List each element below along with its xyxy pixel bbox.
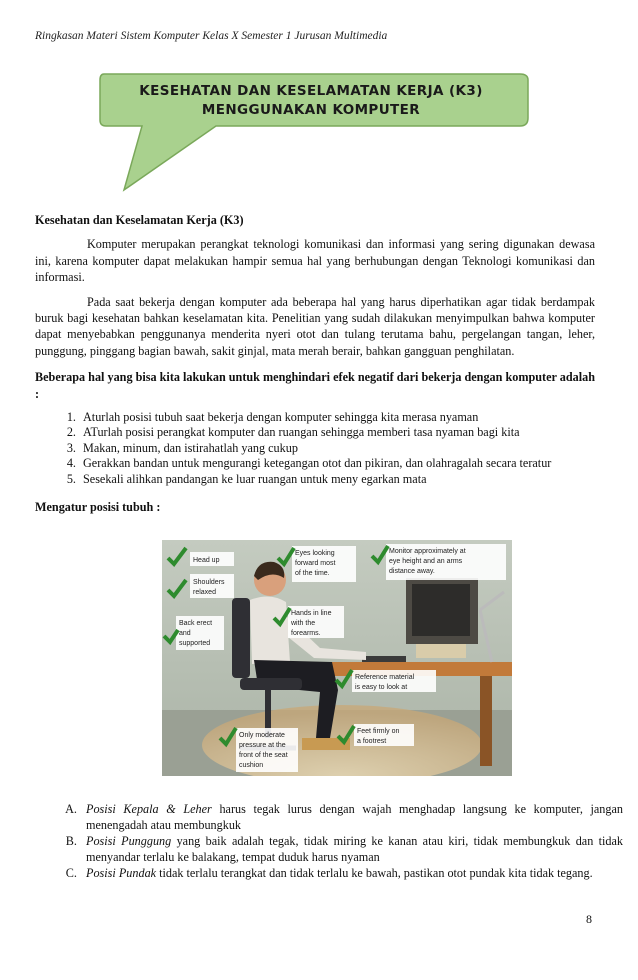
monitor-screen <box>412 584 470 636</box>
list-item <box>80 802 623 833</box>
label-line: Hands in line <box>291 610 332 617</box>
running-header: Ringkasan Materi Sistem Komputer Kelas X Semester 1 Jurusan Multimedia <box>35 30 388 42</box>
callout-line-1: KESEHATAN DAN KESELAMATAN KERJA (K3) <box>139 83 483 99</box>
label-line: forearms. <box>291 630 321 637</box>
label-monitor <box>372 544 506 580</box>
label-line: eye height and an arms <box>389 558 463 565</box>
label-line: pressure at the <box>239 742 286 749</box>
title-callout <box>96 68 536 198</box>
list-item: 2. ATurlah posisi perangkat komputer dan ruangan sehingga memberi tasa nyaman bagi kita <box>79 425 595 440</box>
chair-seat <box>240 678 302 690</box>
label-line: Feet firmly on <box>357 728 400 735</box>
position-term: Posisi Kepala & Leher <box>86 802 212 816</box>
list-item: 3. Makan, minum, dan istirahatlah yang cukup <box>79 441 595 456</box>
main-content <box>35 212 595 524</box>
list-item: 5. Sesekali alihkan pandangan ke luar ruangan untuk meny egarkan mata <box>79 472 595 487</box>
position-term: Posisi Pundak <box>86 866 157 881</box>
posture-illustration <box>162 540 512 776</box>
position-desc: yang baik adalah tegak, tidak miring ke kanan atau kiri, tidak membungkuk dan tidak menyandar terlalu ke balakang, tempat duduk harus nyaman <box>86 834 624 864</box>
label-line: Eyes looking <box>295 550 335 557</box>
tips-list <box>35 410 595 487</box>
label-line: Shoulders <box>193 579 225 586</box>
monitor-stand <box>416 644 466 658</box>
desk-leg <box>480 676 492 766</box>
callout-line-2: MENGGUNAKAN KOMPUTER <box>201 102 421 118</box>
label-line: Back erect <box>179 620 213 627</box>
list-item <box>80 866 623 882</box>
label-line: a footrest <box>357 738 387 745</box>
list-item <box>80 834 623 865</box>
keyboard <box>362 656 406 662</box>
label-line: of the time. <box>295 570 330 577</box>
callout-title <box>96 82 526 120</box>
label-line: front of the seat <box>239 752 288 759</box>
head-up-text: Head up <box>193 557 220 564</box>
label-line: with the <box>291 620 316 627</box>
label-line: cushion <box>239 762 264 769</box>
label-line: forward most <box>295 560 336 567</box>
ergonomic-posture-figure <box>162 540 512 776</box>
list-item: 1. Aturlah posisi tubuh saat bekerja dengan komputer sehingga kita merasa nyaman <box>79 410 595 425</box>
position-desc: tidak terlalu terangkat dan tidak terlalu ke bawah, pastikan otot pundak kita tidak tegang. <box>156 866 593 881</box>
tips-question: Beberapa hal yang bisa kita lakukan untuk menghindari efek negatif dari bekerja dengan komputer adalah : <box>35 370 595 401</box>
page-number: 8 <box>586 912 592 926</box>
label-line: Monitor approximately at <box>389 548 466 555</box>
paragraph-risks: Pada saat bekerja dengan komputer ada beberapa hal yang harus diperhatikan agar tidak berdampak buruk bagi kesehatan bahkan keselamatan kita. Penelitian yang sudah dilakukan menyimpulkan bahwa komputer dapat menyebabkan penggunanya menderita nyeri otot dan tulang terutama bahu, pergelangan tangan, leher, punggung, pinggang bagian bawah, sakit ginjal, mata merah berair, bahkan gangguan penghilatan. <box>35 294 595 358</box>
label-line: distance away. <box>389 568 435 575</box>
section-heading: Kesehatan dan Keselamatan Kerja (K3) <box>35 213 244 227</box>
position-term: Posisi Punggung <box>86 834 172 849</box>
list-item: 4. Gerakkan bandan untuk mengurangi ketegangan otot dan pikiran, dan olahragalah secara teratur <box>79 456 595 471</box>
label-line: Reference material <box>355 674 415 681</box>
label-line: Only moderate <box>239 732 285 739</box>
label-line: relaxed <box>193 589 216 596</box>
position-desc: harus tegak lurus dengan wajah menghadap langsung ke komputer, jangan menengadah atau membungkuk <box>86 802 623 832</box>
label-line: is easy to look at <box>355 684 408 691</box>
positions-list <box>52 802 623 883</box>
label-line: and <box>179 630 191 637</box>
label-line: supported <box>179 640 211 647</box>
paragraph-intro: Komputer merupakan perangkat teknologi komunikasi dan informasi yang sering digunakan dewasa ini, karena komputer dapat melakukan hampir semua hal yang berhubungan dengan Teknologi komunikasi dan informasi. <box>35 237 595 285</box>
chair-back <box>232 598 250 678</box>
posture-heading: Mengatur posisi tubuh : <box>35 500 161 515</box>
